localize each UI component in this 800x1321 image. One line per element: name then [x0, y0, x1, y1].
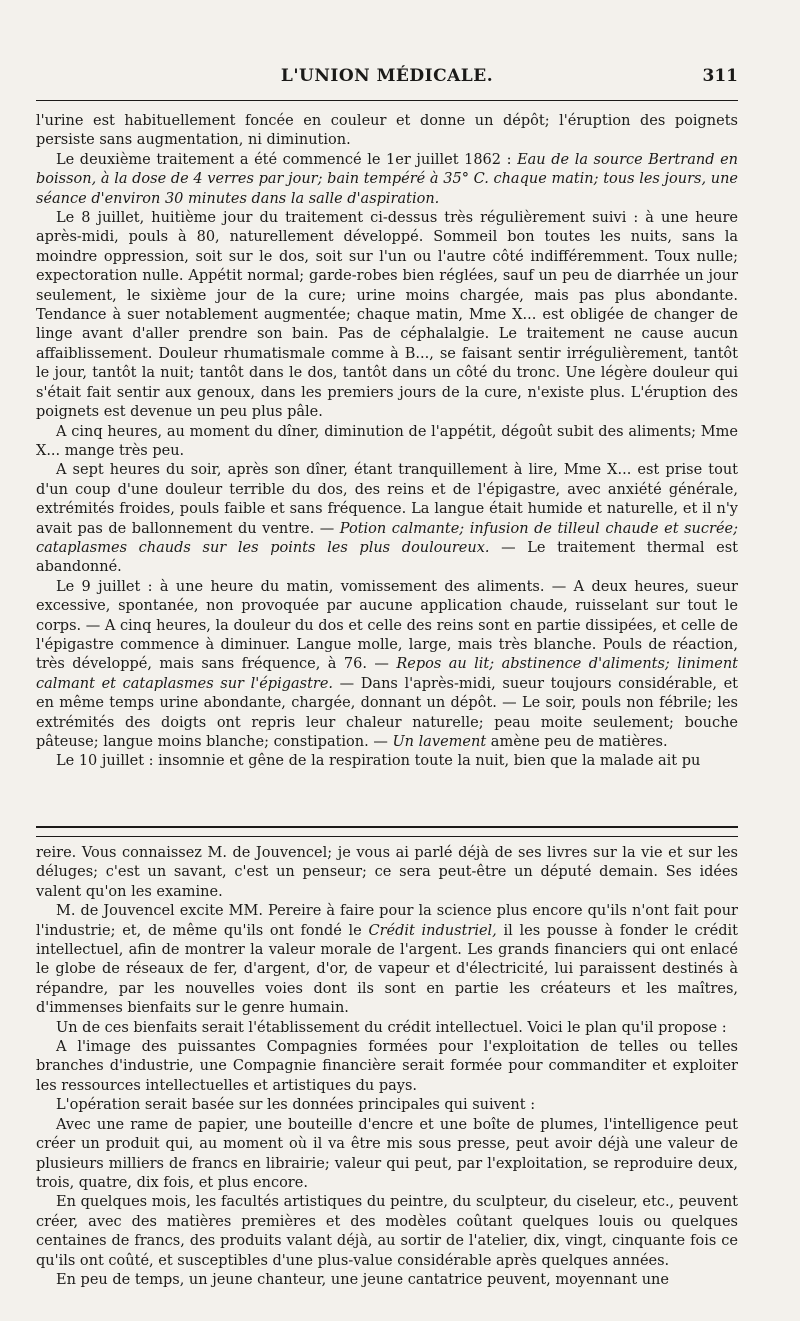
text-run: Avec une rame de papier, une bouteille d'encre et une boîte de plumes, l'intelligence peut créer un produit qui, au moment où il va être mis sous presse, peut avoir déjà une valeur de plusieurs milliers de francs en librairie; valeur qui peut, par l'exploitation, se reproduire deux, trois, quatre, dix fois, et plus encore.: [36, 1116, 738, 1191]
feuilleton-paragraph: [36, 1271, 738, 1290]
text-run: — Dans l'après-midi, sueur toujours considérable, et en même temps urine abondante, chargée, donnant un dépôt. — Le soir, pouls non fébrile; les extrémités des doigts ont repris leur chaleur naturelle; peau moite seulement; bouche pâteuse; langue moins blanche; constipation. —: [36, 675, 738, 750]
article-paragraph: [36, 578, 738, 753]
article-body: [36, 112, 738, 772]
article-paragraph: [36, 209, 738, 422]
text-run: Le deuxième traitement a été commencé le 1er juillet 1862 :: [56, 151, 518, 168]
italic-text: Eau de la source Bertrand en boisson, à la dose de 4 verres par jour; bain tempéré à 35° C. chaque matin; tous les jours, une séance d'environ 30 minutes dans la salle d'aspiration.: [36, 151, 738, 207]
feuilleton-paragraph: [36, 1116, 738, 1194]
text-run: Le 9 juillet : à une heure du matin, vomissement des aliments. — A deux heures, sueur excessive, spontanée, non provoquée par aucune application chaude, ruisselant sur tout le corps. — A cinq heures, la douleur du dos et celle des reins sont en partie dissipées, et celle de l'épigastre commence à diminuer. Langue molle, large, mais très blanche. Pouls de réaction, très développé, mais sans fréquence, à 76. —: [36, 578, 738, 673]
header-rule: [36, 100, 738, 101]
feuilleton-paragraph: [36, 1096, 738, 1115]
text-run: A cinq heures, au moment du dîner, diminution de l'appétit, dégoût subit des aliments; Mme X... mange très peu.: [36, 423, 738, 459]
text-run: Un de ces bienfaits serait l'établissement du crédit intellectuel. Voici le plan qu'il propose :: [56, 1019, 727, 1036]
article-paragraph: [36, 461, 738, 577]
article-paragraph: [36, 112, 738, 151]
text-run: A sept heures du soir, après son dîner, étant tranquillement à lire, Mme X... est prise tout d'un coup d'une douleur terrible du dos, des reins et de l'épigastre, avec anxiété générale, extrémités froides, pouls faible et sans fréquence. La langue était humide et naturelle, et il n'y avait pas de ballonnement du ventre. —: [36, 462, 738, 537]
feuilleton-body: [36, 844, 738, 1290]
text-run: Le 8 juillet, huitième jour du traitement ci-dessus très régulièrement suivi : à une heure après-midi, pouls à 80, naturellement développé. Sommeil bon toutes les nuits, sans la moindre oppression, soit sur le dos, soit sur l'un ou l'autre côté indifféremment. Toux nulle; expectoration nulle. Appétit normal; garde-robes bien réglées, sauf un peu de diarrhée un jour seulement, le sixième jour de la cure; urine moins chargée, mais pas plus abondante. Tendance à suer notablement augmentée; chaque matin, Mme X... est obligée de changer de linge avant d'aller prendre son bain. Pas de céphalalgie. Le traitement ne cause aucun affaiblissement. Douleur rhumatismale comme à B..., se faisant sentir irrégulièrement, tantôt le jour, tantôt la nuit; tantôt dans le dos, tantôt dans un côté du tronc. Une légère douleur qui s'était fait sentir aux genoux, dans les premiers jours de la cure, n'existe plus. L'éruption des poignets est devenue un peu plus pâle.: [36, 210, 738, 421]
text-run: Le 10 juillet : insomnie et gêne de la respiration toute la nuit, bien que la malade ait pu: [56, 753, 701, 770]
text-run: A l'image des puissantes Compagnies formées pour l'exploitation de telles ou telles branches d'industrie, une Compagnie financière serait formée pour commanditer et exploiter les ressources intellectuelles et artistiques du pays.: [36, 1039, 738, 1094]
text-run: En quelques mois, les facultés artistiques du peintre, du sculpteur, du ciseleur, etc., peuvent créer, avec des matières premières et des modèles coûtant quelques louis ou quelques centaines de francs, des produits valant déjà, au sortir de l'atelier, dix, vingt, cinquante fois ce qu'ils ont coûté, et susceptibles d'une plus-value considérable après quelques années.: [36, 1194, 738, 1269]
page-header: [36, 66, 738, 92]
italic-text: Un lavement: [392, 734, 487, 750]
text-run: l'urine est habituellement foncée en couleur et donne un dépôt; l'éruption des poignets persiste sans augmentation, ni diminution.: [36, 113, 738, 149]
text-run: L'opération serait basée sur les données principales qui suivent :: [56, 1097, 536, 1114]
text-run: il les pousse à fonder le crédit intellectuel, afin de montrer la valeur morale de l'argent. Les grands financiers qui ont enlacé le globe de réseaux de fer, d'argent, d'or, de vapeur et d'électricité, lui paraissent destinés à répandre, par les nouvelles voies dont ils sont en partie les créateurs et les maîtres, d'immenses bienfaits sur le genre humain.: [36, 922, 738, 1017]
article-paragraph: [36, 151, 738, 209]
running-title: L'UNION MÉDICALE.: [280, 66, 494, 86]
feuilleton-paragraph: [36, 844, 738, 902]
article-paragraph: [36, 752, 738, 771]
text-run: reire. Vous connaissez M. de Jouvencel; je vous ai parlé déjà de ses livres sur la vie et sur les déluges; c'est un savant, c'est un penseur; ce sera peut-être un député demain. Ses idées valent qu'on les examine.: [36, 845, 738, 900]
italic-text: Repos au lit; abstinence d'aliments; liniment calmant et cataplasmes sur l'épigastre.: [36, 656, 738, 692]
italic-text: Potion calmante; infusion de tilleul chaude et sucrée; cataplasmes chauds sur les points les plus douloureux.: [36, 520, 738, 556]
italic-text: Crédit industriel,: [368, 922, 497, 939]
article-paragraph: [36, 423, 738, 462]
feuilleton-paragraph: [36, 1019, 738, 1038]
feuilleton-paragraph: [36, 1038, 738, 1096]
page-number: 311: [702, 66, 738, 86]
text-run: amène peu de matières.: [486, 734, 668, 750]
text-run: En peu de temps, un jeune chanteur, une jeune cantatrice peuvent, moyennant une: [56, 1271, 669, 1288]
text-run: M. de Jouvencel excite MM. Pereire à faire pour la science plus encore qu'ils n'ont fait pour l'industrie; et, de même qu'ils ont fondé le: [36, 903, 738, 939]
feuilleton-paragraph: [36, 1193, 738, 1271]
feuilleton-paragraph: [36, 902, 738, 1018]
feuilleton-separator: [36, 826, 738, 837]
text-run: — Le traitement thermal est abandonné.: [36, 539, 738, 576]
